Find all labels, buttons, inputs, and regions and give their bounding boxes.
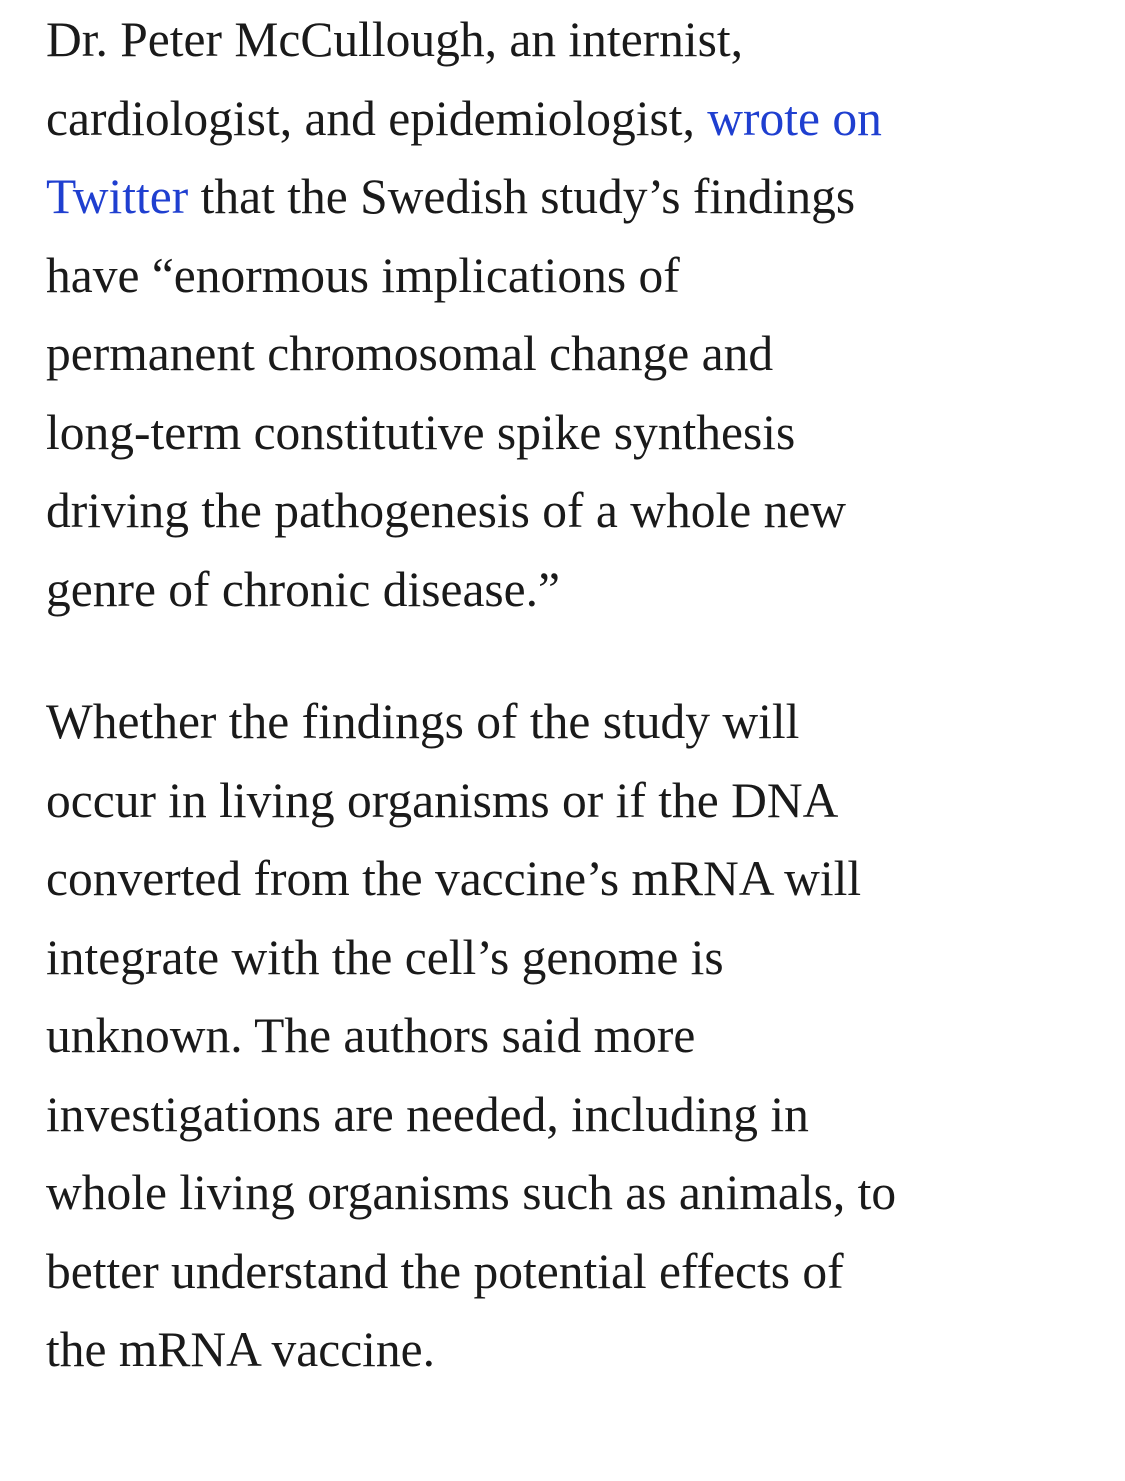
text-segment: that the Swedish study’s findings [188,169,856,224]
wrote-on-twitter-link-part-1[interactable]: wrote on [707,90,882,146]
text-line: Dr. Peter McCullough, an internist, [46,12,744,67]
text-line: have “enormous implications of [46,247,680,303]
paragraph-study-findings [46,683,1096,1390]
text-line: integrate with the cell’s genome is [46,929,724,985]
text-line: long-term constitutive spike synthesis [46,404,796,460]
text-line [46,80,1096,159]
text-line: permanent chromosomal change and [46,326,774,381]
paragraph-mccullough-quote [46,0,1096,629]
text-line: whole living organisms such as animals, to [46,1165,897,1220]
text-line: unknown. The authors said more [46,1008,696,1063]
text-line: driving the pathogenesis of a whole new [46,483,847,538]
text-line: the mRNA vaccine. [46,1322,436,1377]
text-line: genre of chronic disease.” [46,561,560,617]
text-line: better understand the potential effects of [46,1243,844,1299]
text-segment: cardiologist, and epidemiologist, [46,90,708,146]
text-line: occur in living organisms or if the DNA [46,772,839,828]
text-line: investigations are needed, including in [46,1086,809,1142]
text-line: converted from the vaccine’s mRNA will [46,851,862,906]
text-line: Whether the findings of the study will [46,694,800,749]
text-line [46,158,1096,237]
article-body [46,0,1096,1390]
wrote-on-twitter-link-part-2[interactable]: Twitter [46,169,189,224]
